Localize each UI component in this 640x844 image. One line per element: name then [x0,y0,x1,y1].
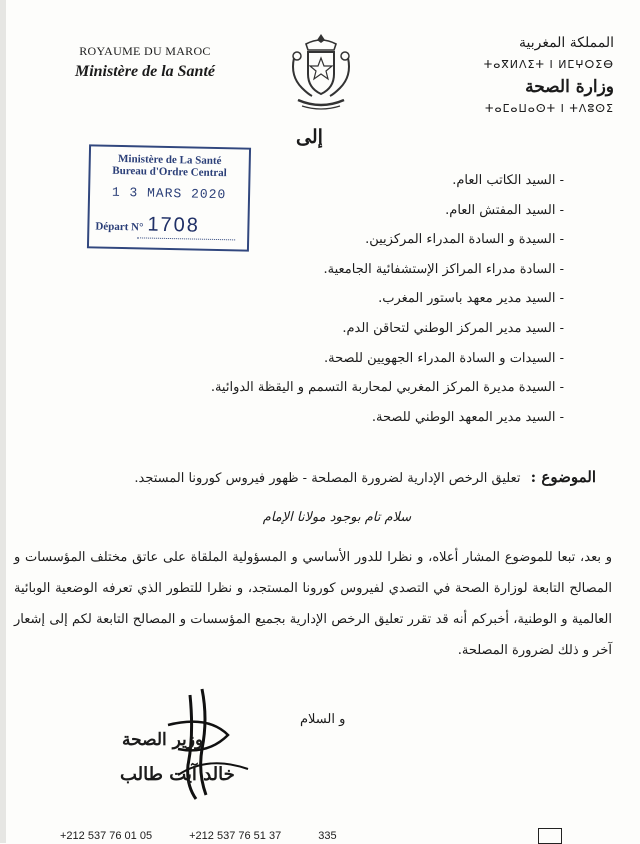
kingdom-label-fr: ROYAUME DU MAROC [79,44,211,58]
footer-code: 335 [318,830,337,842]
addressee-prefix: إلى [296,126,323,148]
recipient-item: - السيد مدير معهد باستور المغرب. [378,291,564,307]
stamp-depart-number: 1708 [147,213,201,237]
subject-label: الموضوع : [530,468,596,486]
subject-line [134,468,596,486]
kingdom-label-tifinagh: ⵜⴰⴳⵍⴷⵉⵜ ⵏ ⵍⵎⵖⵔⵉⴱ [483,58,614,71]
recipient-item: - السيد المفتش العام. [445,202,564,218]
handwritten-signature-icon [98,685,338,815]
closing: و السلام [300,712,346,727]
footer-box [538,828,562,844]
royal-coat-of-arms-icon [286,28,356,112]
footer-contact [60,830,371,842]
recipients-list [210,166,564,432]
recipient-item: - السيدة مديرة المركز المغربي لمحاربة التسمم و اليقظة الدوائية. [210,380,564,396]
footer-phone-2: +212 537 76 51 37 [189,830,282,842]
recipient-item: - السيد مدير المركز الوطني لتحاقن الدم. [342,320,564,336]
footer-phone-1: +212 537 76 01 05 [60,830,153,842]
recipient-item: - السيدات و السادة المدراء الجهويين للصحة. [323,350,564,366]
letter-body: و بعد، تبعا للموضوع المشار أعلاه، و نظرا للدور الأساسي و المسؤولية الملقاة على عاتق مختلف المؤسسات و المصالح التابعة لوزارة الصحة في التصدي لفيروس كورونا المستجد، و نظرا للتطور الذي تعرفه الوضعية الوبائية العالمية و الوطنية، أخبركم أنه قد تقرر تعليق الرخص الإدارية بجميع المؤسسات و المصالح التابعة لكم إلى إشعار آخر و ذلك لضرورة المصلحة. [14,550,612,658]
recipient-item: - السادة مدراء المراكز الإستشفائية الجامعية. [323,261,564,277]
stamp-depart-label: Départ N° [95,220,144,234]
office-stamp [87,144,251,251]
stamp-dotted-line [137,237,235,240]
stamp-date: 1 3 MARS 2020 [111,184,227,203]
recipient-item: - السيدة و السادة المدراء المركزيين. [365,232,564,248]
greeting: سلام تام بوجود مولانا الإمام [262,510,412,525]
signatory-title: وزير الصحة [122,730,204,750]
ministry-label-fr: Ministère de la Santé [74,63,215,80]
stamp-ministry: Ministère de La Santé [117,152,222,168]
ministry-label-tifinagh: ⵜⴰⵎⴰⵡⴰⵙⵜ ⵏ ⵜⴷⵓⵙⵉ [485,102,614,115]
stamp-bureau: Bureau d'Ordre Central [112,164,227,180]
ministry-label-ar: وزارة الصحة [525,77,614,97]
signatory-name: خالد آيت طالب [120,764,235,785]
recipient-item: - السيد الكاتب العام. [452,173,564,188]
recipient-item: - السيد مدير المعهد الوطني للصحة. [371,409,564,425]
scan-edge [0,0,6,843]
arabic-letterhead [424,32,614,120]
french-letterhead [40,44,250,81]
kingdom-label-ar: المملكة المغربية [518,35,614,51]
subject-text: تعليق الرخص الإدارية لضرورة المصلحة - ظهور فيروس كورونا المستجد. [134,471,521,486]
